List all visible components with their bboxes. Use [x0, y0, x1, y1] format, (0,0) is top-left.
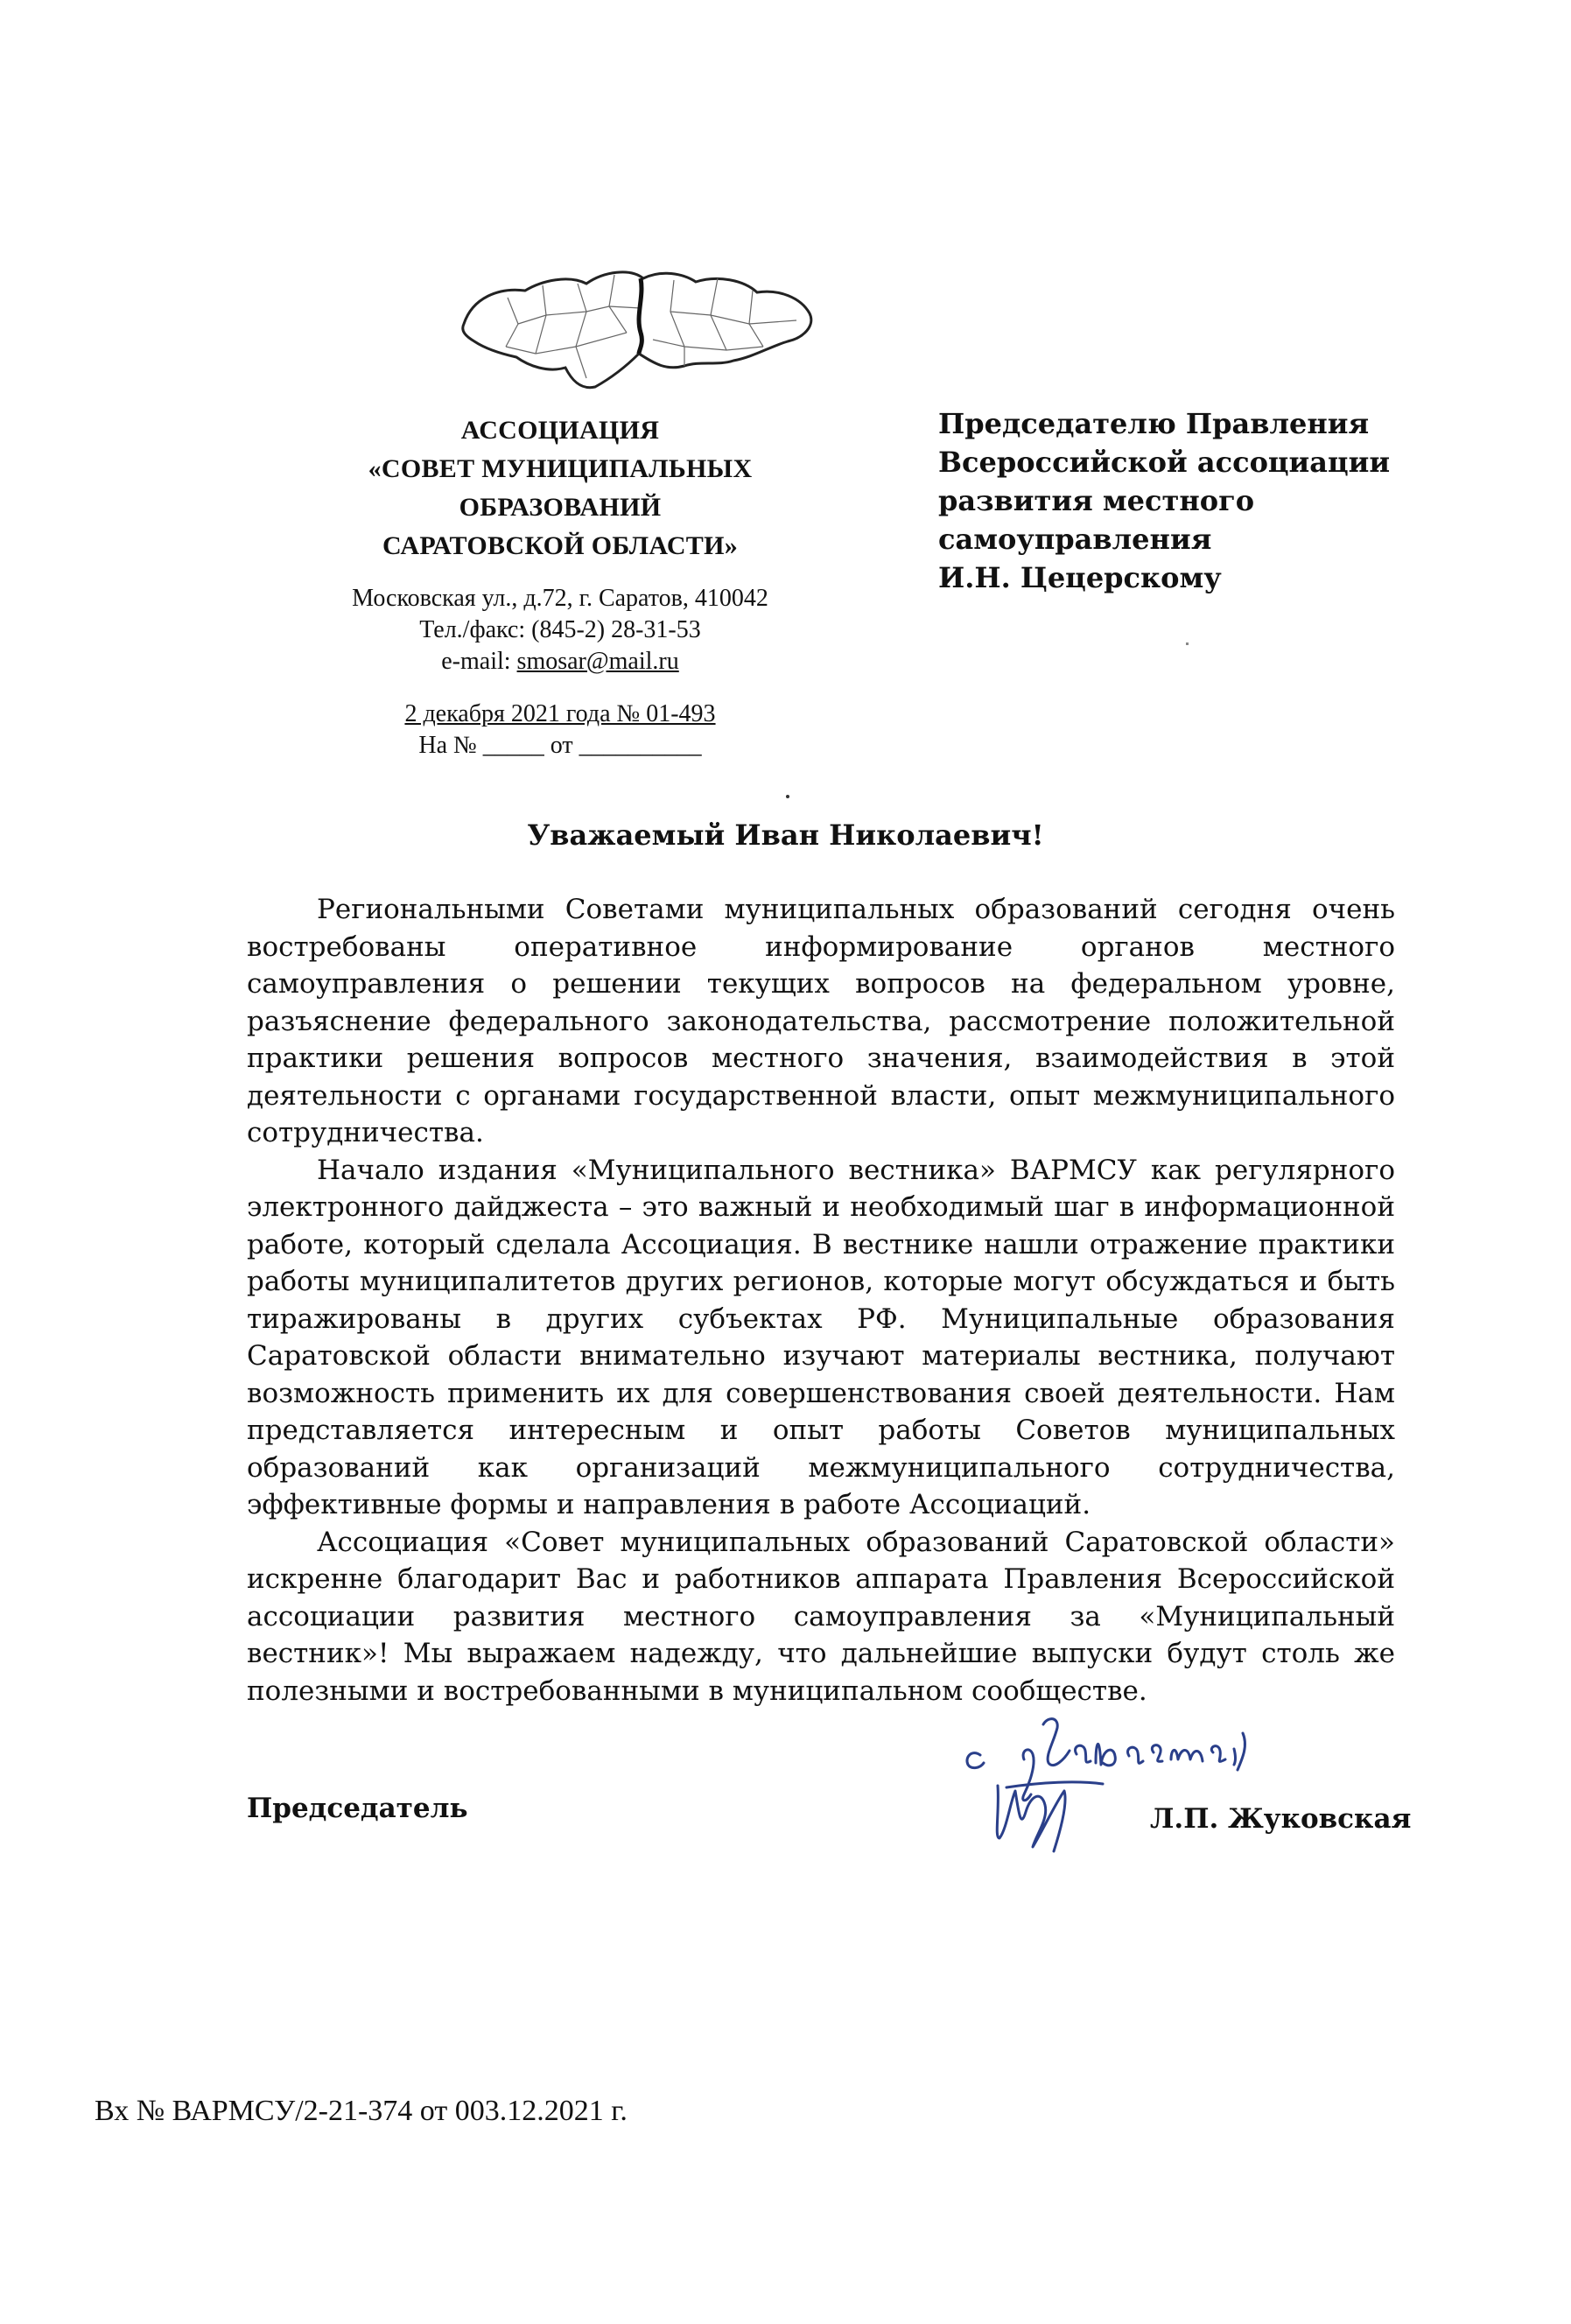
recipient-line-2: Всероссийской ассоциации — [938, 446, 1391, 479]
sender-email-link[interactable]: smosar@mail.ru — [516, 648, 679, 675]
recipient-line-4: самоуправления — [938, 523, 1212, 556]
sender-email-label: e-mail: — [441, 648, 517, 675]
letter-body — [247, 891, 1395, 1710]
recipient-line-3: развития местного — [938, 484, 1255, 517]
handwritten-signature — [945, 1707, 1400, 1864]
signatory-name: Л.П. Жуковская — [1150, 1803, 1412, 1835]
scan-speck — [1186, 642, 1189, 645]
sender-email-line — [289, 646, 831, 678]
recipient-block — [938, 404, 1428, 597]
recipient-line-5: И.Н. Цецерскому — [938, 561, 1222, 594]
sender-phone: Тел./факс: (845-2) 28-31-53 — [419, 616, 701, 643]
body-paragraph-3: Ассоциация «Совет муниципальных образований Саратовской области» искренне благодарит Вас и работников аппарата Правления Всероссийской ассоциации развития местного самоуправления за «Муниципальный вестник»! Мы выражаем надежду, что дальнейшие выпуски будут столь же полезными и востребованными в муниципальном сообществе. — [247, 1526, 1395, 1707]
sender-org-line-2: «СОВЕТ МУНИЦИПАЛЬНЫХ — [368, 454, 753, 483]
signatory-title: Председатель — [247, 1793, 468, 1824]
sender-org-line-1: АССОЦИАЦИЯ — [460, 416, 660, 445]
sender-org-line-4: САРАТОВСКОЙ ОБЛАСТИ» — [382, 531, 739, 560]
sender-address: Московская ул., д.72, г. Саратов, 410042 — [352, 585, 768, 612]
sender-block — [289, 411, 831, 762]
sender-org-line-3: ОБРАЗОВАНИЙ — [459, 493, 662, 522]
outgoing-number-block — [289, 699, 831, 762]
incoming-registration: Вх № ВАРМСУ/2-21-374 от 003.12.2021 г. — [95, 2095, 628, 2127]
reply-reference: На № _____ от __________ — [418, 732, 702, 759]
scan-dot — [786, 795, 789, 798]
sender-contacts — [289, 583, 831, 678]
recipient-line-1: Председателю Правления — [938, 407, 1370, 440]
body-paragraph-2: Начало издания «Муниципального вестника» ВАРМСУ как регулярного электронного дайджеста – это важный и необходимый шаг в информационной работе, который сделала Ассоциация. В вестнике нашли отражение практики работы муниципалитетов других регионов, которые могут обсуждаться и быть тиражированы в других субъектах РФ. Муниципальные образования Саратовской области внимательно изучают материалы вестника, получают возможность применить их для совершенствования своей деятельности. Нам представляется интересным и опыт работы Советов муниципальных образований как организаций межмуниципального сотрудничества, эффективные формы и направления в работе Ассоциаций. — [247, 1154, 1395, 1520]
saratov-region-map-icon — [455, 263, 823, 394]
salutation: Уважаемый Иван Николаевич! — [527, 818, 1044, 852]
body-paragraph-1: Региональными Советами муниципальных образований сегодня очень востребованы оперативное информирование органов местного самоуправления о решении текущих вопросов на федеральном уровне, разъяснение федерального законодательства, рассмотрение положительной практики решения вопросов местного значения, взаимодействия в этой деятельности с органами государственной власти, опыт межмуниципального сотрудничества. — [247, 894, 1395, 1148]
outgoing-number: 2 декабря 2021 года № 01-493 — [404, 700, 716, 727]
